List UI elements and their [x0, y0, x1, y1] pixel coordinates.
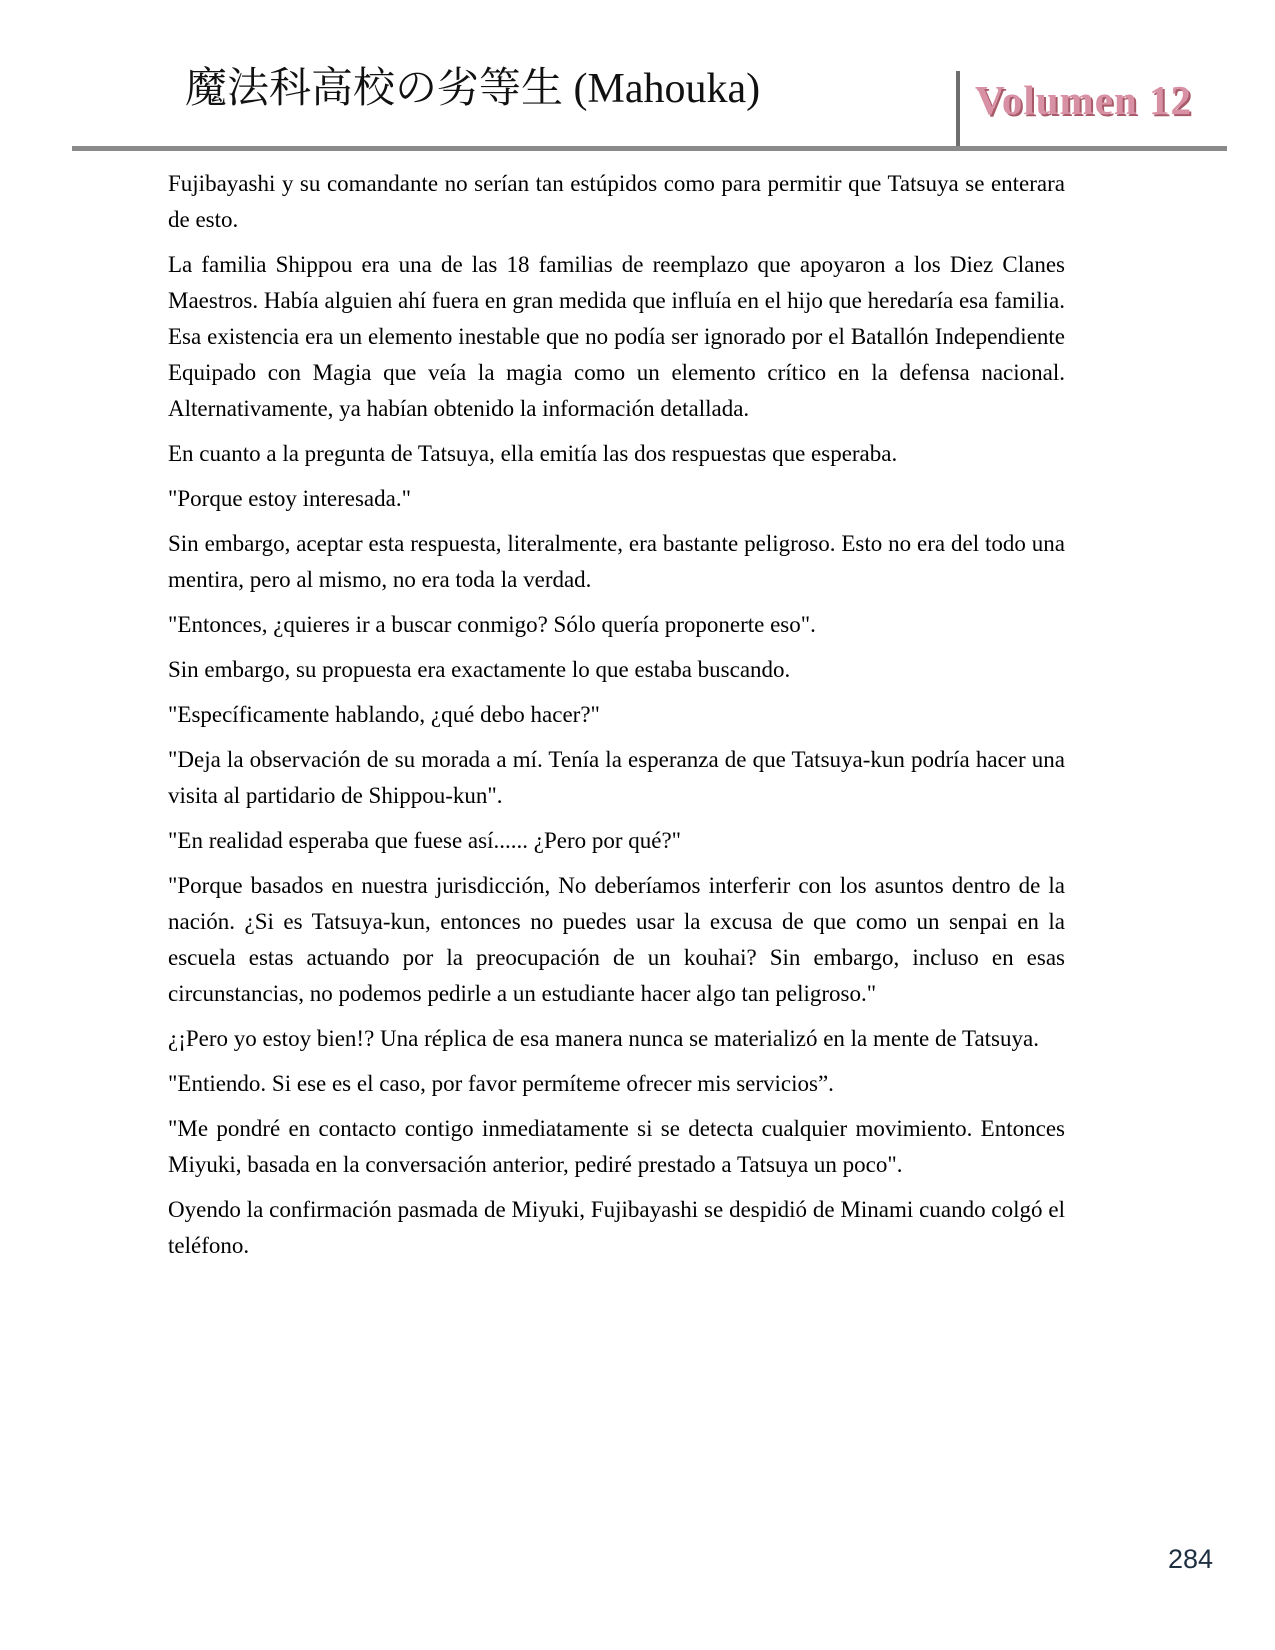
header-rule [72, 146, 1227, 151]
paragraph: Sin embargo, aceptar esta respuesta, literalmente, era bastante peligroso. Esto no era del todo una mentira, pero al mismo, no era toda la verdad. [168, 531, 1065, 592]
paragraph: "Deja la observación de su morada a mí. Tenía la esperanza de que Tatsuya-kun podría hacer una visita al partidario de Shippou-kun". [168, 747, 1065, 808]
paragraph: En cuanto a la pregunta de Tatsuya, ella emitía las dos respuestas que esperaba. [168, 441, 898, 466]
paragraph: "Porque estoy interesada." [168, 486, 411, 511]
paragraph: Sin embargo, su propuesta era exactamente lo que estaba buscando. [168, 657, 791, 682]
paragraph: "En realidad esperaba que fuese así...... ¿Pero por qué?" [168, 828, 682, 853]
paragraph: "Porque basados en nuestra jurisdicción, No deberíamos interferir con los asuntos dentro de la nación. ¿Si es Tatsuya-kun, entonces no puedes usar la excusa de que como un senpai en la escuela estas actuando por la preocupación de un kouhai? Sin embargo, incluso en esas circunstancias, no podemos pedirle a un estudiante hacer algo tan peligroso." [168, 873, 1065, 1006]
paragraph: "Específicamente hablando, ¿qué debo hacer?" [168, 702, 600, 727]
page-number: 284 [1168, 1544, 1214, 1574]
paragraph: Oyendo la confirmación pasmada de Miyuki, Fujibayashi se despidió de Minami cuando colgó el teléfono. [168, 1197, 1065, 1258]
page-title: 魔法科高校の劣等生 (Mahouka) [185, 66, 761, 112]
paragraph: La familia Shippou era una de las 18 familias de reemplazo que apoyaron a los Diez Clanes Maestros. Había alguien ahí fuera en gran medida que influía en el hijo que heredaría esa familia. Esa existencia era un elemento inestable que no podía ser ignorado por el Batallón Independiente Equipado con Magia que veía la magia como un elemento crítico en la defensa nacional. Alternativamente, ya habían obtenido la información detallada. [168, 252, 1065, 421]
volume-label: Volumen 12 [975, 77, 1192, 123]
header-divider [956, 71, 960, 150]
paragraph: "Entiendo. Si ese es el caso, por favor permíteme ofrecer mis servicios”. [168, 1071, 834, 1096]
paragraph: ¿¡Pero yo estoy bien!? Una réplica de esa manera nunca se materializó en la mente de Tatsuya. [168, 1026, 1039, 1051]
paragraph: "Entonces, ¿quieres ir a buscar conmigo? Sólo quería proponerte eso". [168, 612, 816, 637]
paragraph: "Me pondré en contacto contigo inmediatamente si se detecta cualquier movimiento. Entonces Miyuki, basada en la conversación anterior, pediré prestado a Tatsuya un poco". [168, 1116, 1065, 1177]
paragraph: Fujibayashi y su comandante no serían tan estúpidos como para permitir que Tatsuya se enterara de esto. [168, 171, 1065, 232]
body-text [168, 166, 1065, 1273]
